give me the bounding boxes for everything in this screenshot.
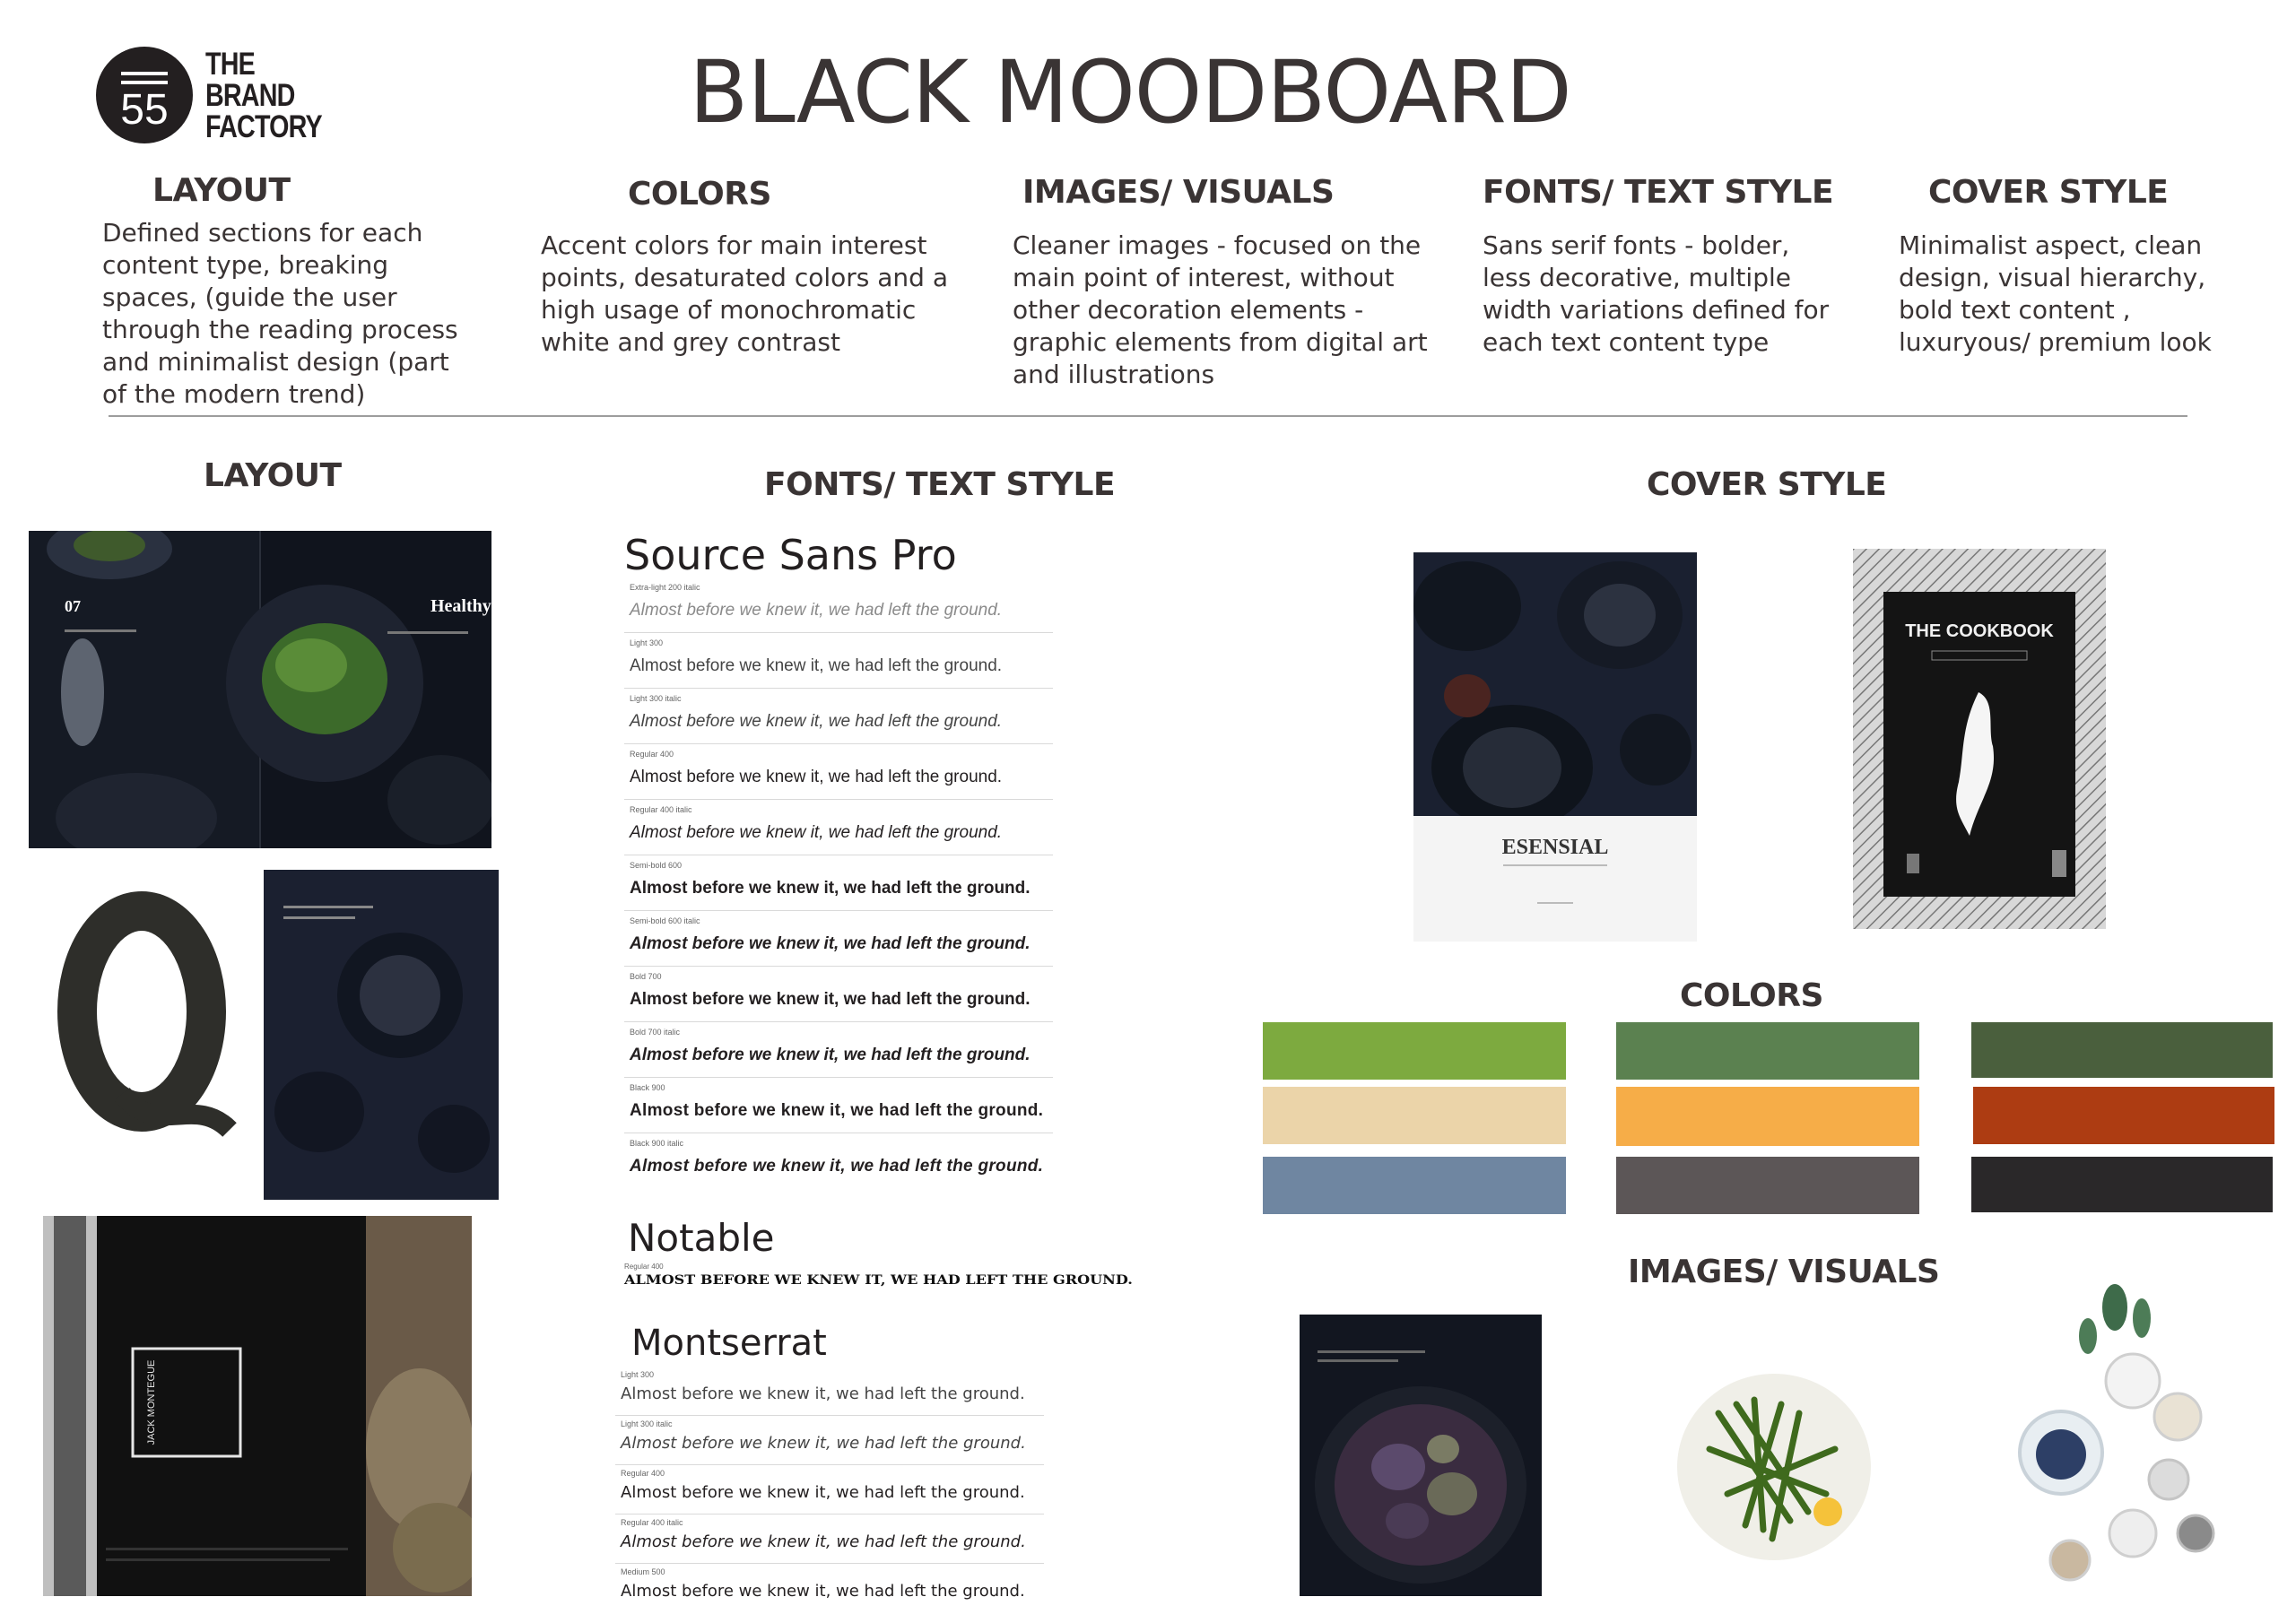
font-specimen-row: Semi-bold 600 italic Almost before we knew it, we had left the ground. <box>624 911 1053 967</box>
font-specimen-row: Regular 400 Almost before we knew it, we had left the ground. <box>615 1465 1044 1515</box>
font-specimen-row: Extra-light 200 italic Almost before we knew it, we had left the ground. <box>624 577 1053 633</box>
section-heading-layout: LAYOUT <box>204 457 342 494</box>
color-swatch <box>1973 1087 2274 1144</box>
visual-dark-bowl-image <box>1300 1315 1542 1596</box>
page-title: BLACK MOODBOARD <box>689 42 1571 143</box>
col-text-images: Cleaner images - focused on the main point of interest, without other decoration elements - graphic elements from digital art and illustrations <box>1013 230 1428 389</box>
cover-cookbook-image <box>1853 549 2106 929</box>
section-heading-colors: COLORS <box>1680 977 1823 1014</box>
font-specimen-row: Black 900 Almost before we knew it, we had left the ground. <box>624 1078 1053 1133</box>
layout-spread-image <box>29 531 491 848</box>
logo-line: THE <box>205 47 255 82</box>
color-swatch <box>1971 1157 2273 1212</box>
font-family-notable: Notable <box>628 1216 775 1260</box>
logo-line: BRAND <box>205 78 295 113</box>
font-specimen-row: Light 300 Almost before we knew it, we had left the ground. <box>624 633 1053 689</box>
col-heading-layout: LAYOUT <box>152 172 291 209</box>
cover-esensial-image <box>1413 552 1697 942</box>
layout-q-spread-image <box>23 870 499 1200</box>
section-divider <box>109 415 2187 417</box>
logo-line: FACTORY <box>205 109 322 144</box>
font-specimen-row: Regular 400 Almost before we knew it, we had left the ground. <box>624 744 1053 800</box>
font-specimen-row: Black 900 italic Almost before we knew it, we had left the ground. <box>630 1139 1044 1176</box>
font-specimen-notable-text: ALMOST BEFORE WE KNEW IT, WE HAD LEFT THE GROUND. <box>624 1273 1133 1288</box>
color-swatch <box>1616 1157 1919 1214</box>
col-text-colors: Accent colors for main interest points, desaturated colors and a high usage of monochromatic white and grey contrast <box>541 230 948 357</box>
visual-green-beans-image <box>1656 1315 1887 1596</box>
color-swatch <box>1616 1022 1919 1080</box>
svg-text:07: 07 <box>65 597 81 615</box>
col-heading-fonts: FONTS/ TEXT STYLE <box>1483 174 1834 211</box>
font-specimen-row: Medium 500 Almost before we knew it, we had left the ground. <box>621 1567 1025 1601</box>
color-swatch <box>1971 1022 2273 1078</box>
col-heading-cover: COVER STYLE <box>1928 174 2169 211</box>
font-specimen-row: Light 300 italic Almost before we knew it, we had left the ground. <box>615 1416 1044 1465</box>
svg-text:55: 55 <box>120 86 169 134</box>
font-specimen-row: Regular 400 italic Almost before we knew it, we had left the ground. <box>615 1515 1044 1564</box>
svg-text:THE COOKBOOK: THE COOKBOOK <box>1905 621 2054 641</box>
svg-text:JACK MONTEGUE: JACK MONTEGUE <box>146 1359 157 1445</box>
color-swatch <box>1616 1087 1919 1146</box>
col-heading-colors: COLORS <box>628 176 771 213</box>
color-swatch <box>1263 1022 1566 1080</box>
col-text-fonts: Sans serif fonts - bolder, less decorative, multiple width variations defined for each text content type <box>1483 230 1830 357</box>
font-family-montserrat: Montserrat <box>631 1323 827 1364</box>
col-heading-images: IMAGES/ VISUALS <box>1022 174 1335 211</box>
font-specimen-row: Light 300 Almost before we knew it, we had left the ground. <box>615 1367 1044 1416</box>
col-text-cover: Minimalist aspect, clean design, visual hierarchy, bold text content , luxuryous/ premium look <box>1899 230 2212 357</box>
color-swatch <box>1263 1087 1566 1144</box>
font-specimen-row: Bold 700 Almost before we knew it, we had left the ground. <box>624 967 1053 1022</box>
section-heading-fonts: FONTS/ TEXT STYLE <box>764 466 1116 503</box>
font-specimen-row: Regular 400 italic Almost before we knew it, we had left the ground. <box>624 800 1053 855</box>
svg-text:Healthy: Healthy <box>430 596 491 616</box>
font-specimen-row: Light 300 italic Almost before we knew it, we had left the ground. <box>624 689 1053 744</box>
visual-ingredients-bowls-image <box>1962 1264 2278 1621</box>
svg-text:ESENSIAL: ESENSIAL <box>1501 836 1609 859</box>
layout-book-spread-image <box>43 1216 472 1596</box>
col-text-layout: Defined sections for each content type, breaking spaces, (guide the user through the reading process and minimalist design (part of the modern trend) <box>102 218 458 409</box>
section-heading-cover: COVER STYLE <box>1647 466 1887 503</box>
color-swatch <box>1263 1157 1566 1214</box>
section-heading-images: IMAGES/ VISUALS <box>1628 1254 1940 1290</box>
font-family-source-sans: Source Sans Pro <box>624 531 957 579</box>
font-specimen-tag: Regular 400 <box>624 1263 664 1271</box>
font-specimen-row: Bold 700 italic Almost before we knew it, we had left the ground. <box>624 1022 1053 1078</box>
font-specimen-row: Semi-bold 600 Almost before we knew it, we had left the ground. <box>624 855 1053 911</box>
